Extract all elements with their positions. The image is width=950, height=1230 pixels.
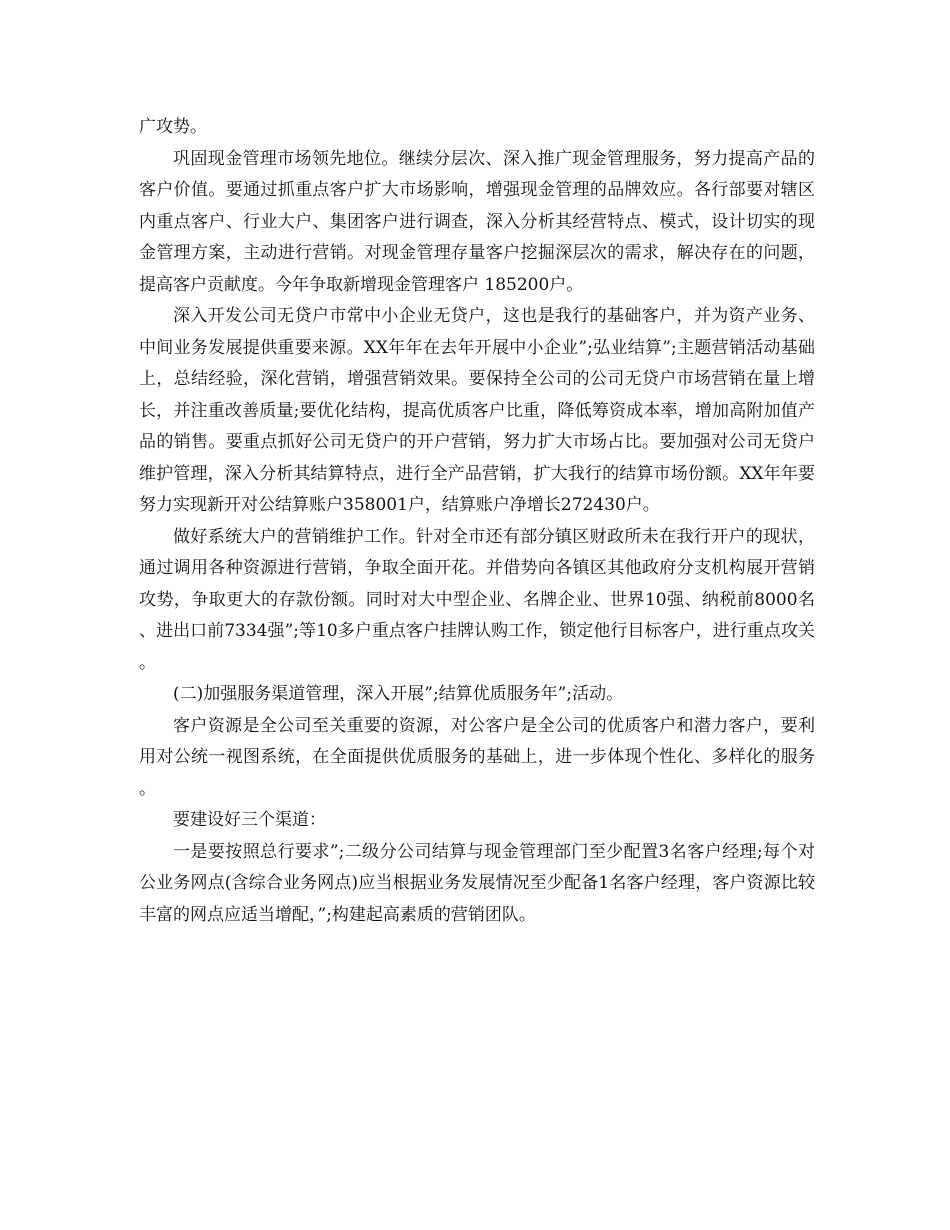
paragraph: 一是要按照总行要求”;二级分公司结算与现金管理部门至少配置3名客户经理;每个对公业务网点(含综合业务网点)应当根据业务发展情况至少配备1名客户经理，客户资源比较丰富的网点应适当增配，”;构建起高素质的营销团队。 xyxy=(139,841,815,925)
section-heading: (二)加强服务渠道管理，深入开展”;结算优质服务年”;活动。 xyxy=(173,684,624,704)
paragraph: 广攻势。 xyxy=(139,117,207,137)
document-body xyxy=(139,112,815,931)
paragraph: 要建设好三个渠道： xyxy=(173,810,326,830)
paragraph: 深入开发公司无贷户市常中小企业无贷户，这也是我行的基础客户，并为资产业务、中间业务发展提供重要来源。XX年年在去年开展中小企业”;弘业结算”;主题营销活动基础上，总结经验，深化营销，增强营销效果。要保持全公司的公司无贷户市场营销在量上增长，并注重改善质量;要优化结构，提高优质客户比重，降低筹资成本率，增加高附加值产品的销售。要重点抓好公司无贷户的开户营销，努力扩大市场占比。要加强对公司无贷户维护管理，深入分析其结算特点，进行全产品营销，扩大我行的结算市场份额。XX年年要努力实现新开对公结算账户358001户，结算账户净增长272430户。 xyxy=(139,306,815,515)
paragraph: 做好系统大户的营销维护工作。针对全市还有部分镇区财政所未在我行开户的现状，通过调用各种资源进行营销，争取全面开花。并借势向各镇区其他政府分支机构展开营销攻势，争取更大的存款份额。同时对大中型企业、名牌企业、世界10强、纳税前8000名、进出口前7334强”;等10多户重点客户挂牌认购工作，锁定他行目标客户，进行重点攻关。 xyxy=(139,526,815,673)
paragraph: 巩固现金管理市场领先地位。继续分层次、深入推广现金管理服务，努力提高产品的客户价值。要通过抓重点客户扩大市场影响，增强现金管理的品牌效应。各行部要对辖区内重点客户、行业大户、集团客户进行调查，深入分析其经营特点、模式，设计切实的现金管理方案，主动进行营销。对现金管理存量客户挖掘深层次的需求，解决存在的问题，提高客户贡献度。今年争取新增现金管理客户 185200户。 xyxy=(139,148,815,295)
paragraph: 客户资源是全公司至关重要的资源，对公客户是全公司的优质客户和潜力客户，要利用对公统一视图系统，在全面提供优质服务的基础上，进一步体现个性化、多样化的服务。 xyxy=(139,715,815,799)
